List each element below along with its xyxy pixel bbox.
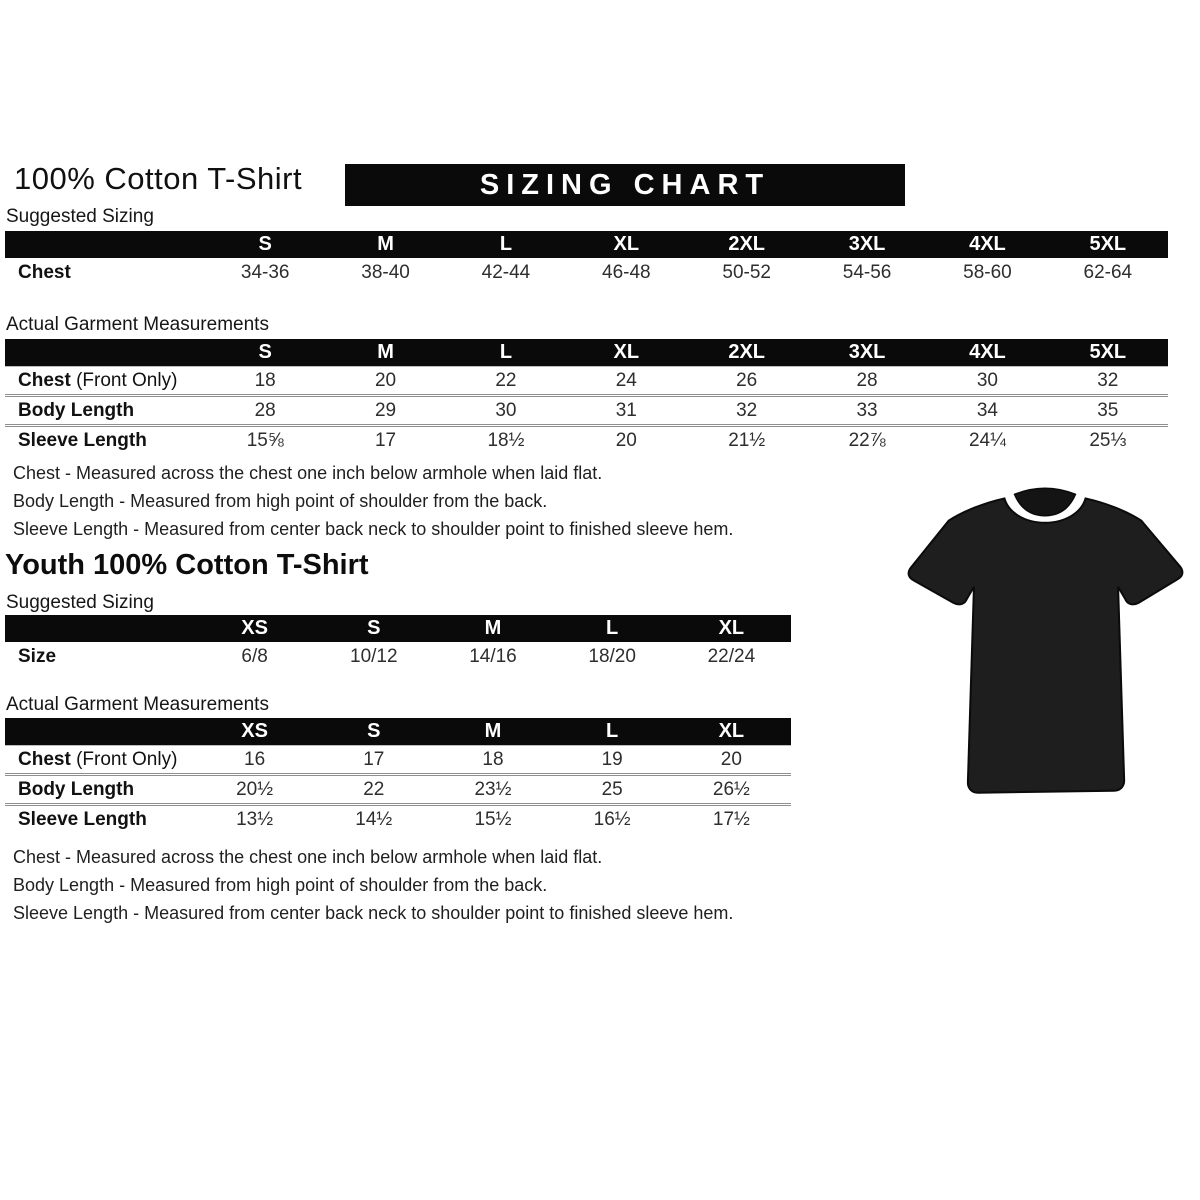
measurement-cell: 54-56 bbox=[842, 261, 892, 283]
measurement-cell: 14½ bbox=[314, 805, 433, 834]
measurement-cell: 25⅓ bbox=[1048, 426, 1168, 455]
note-line: Sleeve Length - Measured from center back neck to shoulder point to finished sleeve hem. bbox=[13, 903, 734, 923]
measurement-row bbox=[5, 426, 1168, 455]
adult-section-title: 100% Cotton T-Shirt bbox=[14, 161, 303, 196]
measurement-cell: 6/8 bbox=[241, 645, 268, 667]
tshirt-body-shape bbox=[909, 498, 1183, 792]
size-table-header-row bbox=[5, 718, 791, 746]
measurement-cell: 25 bbox=[553, 775, 672, 805]
measurement-cell: 30 bbox=[446, 396, 566, 426]
row-label: Body Length bbox=[5, 775, 195, 805]
note-line: Sleeve Length - Measured from center back neck to shoulder point to finished sleeve hem. bbox=[13, 519, 734, 539]
size-column-header: M bbox=[325, 339, 445, 367]
measurement-cell: 18½ bbox=[446, 426, 566, 455]
size-column-header: 2XL bbox=[687, 231, 807, 258]
measurement-cell: 33 bbox=[807, 396, 927, 426]
size-column-header: S bbox=[205, 231, 325, 258]
measurement-cell: 13½ bbox=[195, 805, 314, 834]
measurement-cell: 26½ bbox=[672, 775, 791, 805]
size-column-header: 3XL bbox=[807, 231, 927, 258]
measurement-cell: 24¼ bbox=[927, 426, 1047, 455]
measurement-cell: 22/24 bbox=[707, 645, 756, 667]
note-line: Chest - Measured across the chest one inch below armhole when laid flat. bbox=[13, 847, 603, 867]
youth-garment-measurements-table bbox=[5, 718, 791, 833]
adult-suggested-sizing-table bbox=[5, 231, 1168, 287]
measurement-cell: 17 bbox=[314, 746, 433, 775]
size-column-header: XS bbox=[195, 718, 314, 746]
note-line: Chest - Measured across the chest one inch below armhole when laid flat. bbox=[13, 463, 603, 483]
size-column-header: L bbox=[553, 615, 672, 642]
row-label: Body Length bbox=[5, 396, 205, 426]
measurement-cell: 22 bbox=[314, 775, 433, 805]
size-table-header-row bbox=[5, 231, 1168, 258]
measurement-cell: 20½ bbox=[195, 775, 314, 805]
sizing-chart-banner bbox=[345, 164, 905, 206]
measurement-cell: 32 bbox=[687, 396, 807, 426]
size-column-header: L bbox=[553, 718, 672, 746]
measurement-cell: 35 bbox=[1048, 396, 1168, 426]
size-column-header: 2XL bbox=[687, 339, 807, 367]
measurement-row bbox=[5, 746, 791, 775]
measurement-cell: 20 bbox=[566, 426, 686, 455]
note-line: Body Length - Measured from high point of shoulder from the back. bbox=[13, 875, 548, 895]
measurement-cell: 16½ bbox=[553, 805, 672, 834]
size-column-header: XS bbox=[195, 615, 314, 642]
size-column-header: 4XL bbox=[927, 339, 1047, 367]
measurement-cell: 38-40 bbox=[361, 261, 410, 283]
measurement-cell: 34 bbox=[927, 396, 1047, 426]
measurement-row bbox=[5, 396, 1168, 426]
measurement-cell: 20 bbox=[672, 746, 791, 775]
size-table-header-row bbox=[5, 339, 1168, 367]
measurement-cell: 17½ bbox=[672, 805, 791, 834]
youth-suggested-sizing-table bbox=[5, 615, 791, 671]
size-column-header: XL bbox=[566, 339, 686, 367]
measurement-cell: 18/20 bbox=[588, 645, 636, 667]
size-column-header: M bbox=[325, 231, 445, 258]
measurement-cell: 22 bbox=[446, 367, 566, 396]
adult-suggested-heading: Suggested Sizing bbox=[6, 206, 154, 227]
row-label: Size bbox=[18, 645, 57, 667]
measurement-cell: 62-64 bbox=[1083, 261, 1133, 283]
row-label: Chest bbox=[18, 261, 71, 283]
measurement-cell: 21½ bbox=[687, 426, 807, 455]
row-label: Chest (Front Only) bbox=[5, 746, 195, 775]
size-column-header: M bbox=[433, 718, 552, 746]
measurement-cell: 15½ bbox=[433, 805, 552, 834]
measurement-cell: 14/16 bbox=[469, 645, 517, 667]
measurement-cell: 20 bbox=[325, 367, 445, 396]
measurement-row bbox=[5, 367, 1168, 396]
measurement-cell: 22⅞ bbox=[807, 426, 927, 455]
size-table-header-row bbox=[5, 615, 791, 642]
measurement-cell: 34-36 bbox=[240, 261, 290, 283]
size-column-header: XL bbox=[566, 231, 686, 258]
measurement-row bbox=[5, 775, 791, 805]
measurement-cell: 10/12 bbox=[350, 645, 398, 667]
black-tshirt-photo bbox=[890, 468, 1200, 813]
measurement-cell: 18 bbox=[205, 367, 325, 396]
header-corner-cell bbox=[5, 339, 205, 367]
size-column-header: 4XL bbox=[927, 231, 1047, 258]
measurement-cell: 16 bbox=[195, 746, 314, 775]
measurement-cell: 17 bbox=[325, 426, 445, 455]
measurement-cell: 23½ bbox=[433, 775, 552, 805]
size-column-header: 5XL bbox=[1048, 231, 1168, 258]
measurement-cell: 15⅝ bbox=[205, 426, 325, 455]
measurement-cell: 42-44 bbox=[481, 261, 531, 283]
measurement-cell: 18 bbox=[433, 746, 552, 775]
size-column-header: XL bbox=[672, 718, 791, 746]
measurement-row bbox=[5, 258, 1168, 287]
measurement-cell: 28 bbox=[807, 367, 927, 396]
tshirt-collar-shape bbox=[1015, 488, 1076, 515]
size-column-header: S bbox=[314, 718, 433, 746]
youth-measurement-notes bbox=[13, 843, 733, 927]
size-column-header: M bbox=[433, 615, 552, 642]
youth-garment-heading: Actual Garment Measurements bbox=[6, 694, 269, 715]
youth-section-title: Youth 100% Cotton T-Shirt bbox=[5, 549, 369, 581]
adult-garment-measurements-table bbox=[5, 339, 1168, 454]
measurement-cell: 24 bbox=[566, 367, 686, 396]
row-label: Sleeve Length bbox=[5, 805, 195, 834]
size-column-header: L bbox=[446, 231, 566, 258]
measurement-cell: 26 bbox=[687, 367, 807, 396]
adult-measurement-notes bbox=[13, 459, 733, 543]
measurement-cell: 32 bbox=[1048, 367, 1168, 396]
measurement-cell: 46-48 bbox=[602, 261, 651, 283]
note-line: Body Length - Measured from high point of shoulder from the back. bbox=[13, 491, 548, 511]
size-column-header: 5XL bbox=[1048, 339, 1168, 367]
sizing-chart-banner-label: SIZING CHART bbox=[479, 168, 771, 201]
measurement-cell: 30 bbox=[927, 367, 1047, 396]
youth-suggested-heading: Suggested Sizing bbox=[6, 592, 154, 613]
measurement-cell: 19 bbox=[553, 746, 672, 775]
size-column-header: S bbox=[205, 339, 325, 367]
row-label: Chest (Front Only) bbox=[5, 367, 205, 396]
measurement-cell: 31 bbox=[566, 396, 686, 426]
row-label: Sleeve Length bbox=[5, 426, 205, 455]
measurement-row bbox=[5, 805, 791, 834]
size-column-header: L bbox=[446, 339, 566, 367]
measurement-cell: 50-52 bbox=[722, 261, 771, 283]
measurement-cell: 28 bbox=[205, 396, 325, 426]
measurement-cell: 29 bbox=[325, 396, 445, 426]
header-corner-cell bbox=[5, 718, 195, 746]
size-column-header: XL bbox=[672, 615, 791, 642]
adult-garment-heading: Actual Garment Measurements bbox=[6, 314, 269, 335]
measurement-cell: 58-60 bbox=[963, 261, 1012, 283]
header-corner-cell bbox=[5, 231, 205, 258]
header-corner-cell bbox=[5, 615, 195, 642]
measurement-row bbox=[5, 642, 791, 671]
size-column-header: S bbox=[314, 615, 433, 642]
size-column-header: 3XL bbox=[807, 339, 927, 367]
